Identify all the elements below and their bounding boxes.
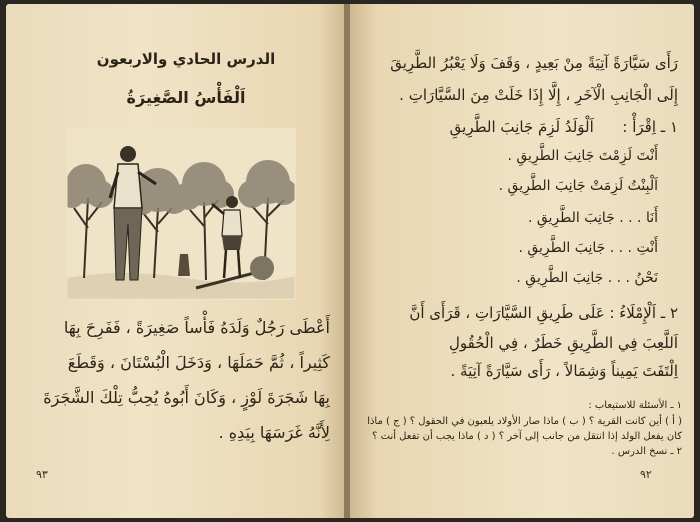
story-line: لِأَنَّهُ غَرَسَهَا بِيَدِهِ .: [218, 423, 330, 442]
exercise2-line: ٢ ـ اَلْإِمْلَاءُ : عَلَى طَرِيقِ السَّيَّارَاتِ ، قَرَأَى أَنَّ: [409, 304, 678, 322]
text-line: إِلَى الْجَانِبِ الْآخَرِ ، إِلَّا إِذَا خَلَتْ مِنَ السَّيَّارَاتِ .: [399, 86, 678, 104]
exercise1-line: أَنَا . . . جَانِبَ الطَّرِيقِ .: [527, 210, 658, 226]
left-page: [6, 4, 346, 518]
exercise2-line: اِلْتَفَتَ يَمِيناً وَشِمَالاً ، رَأَى سَيَّارَةً آتِيَةً .: [450, 362, 678, 380]
story-line: أَعْطَى رَجُلٌ وَلَدَهُ فَأْساً صَغِيرَةً ، فَفَرِحَ بِهَا: [63, 318, 330, 337]
exercise1-label: ١ ـ اِقْرَأْ :: [622, 118, 678, 136]
page-number-right: ٩٢: [640, 468, 652, 481]
question-line: ٢ ـ نسخ الدرس .: [611, 446, 682, 457]
text-line: رَأَى سَيَّارَةً آتِيَةً مِنْ بَعِيدٍ ، وَقَفَ وَلَا يَعْبُرُ الطَّرِيقَ: [390, 54, 678, 72]
question-line: كان يفعل الولد إذا انتقل من جانب إلى آخر ؟ ( د ) ماذا يجب أن تفعل أنت ؟: [372, 431, 682, 442]
book-spread: [6, 4, 694, 518]
story-text: [34, 316, 330, 456]
exercise1-intro: [370, 116, 678, 138]
exercise1-head: اَلْوَلَدُ لَزِمَ جَانِبَ الطَّرِيقِ: [449, 118, 594, 136]
question-line: ( أ ) أين كانت القرية ؟ ( ب ) ماذا صار الأولاد يلعبون في الحقول ؟ ( ج ) ماذا: [367, 416, 682, 427]
exercise1-line: نَحْنُ . . . جَانِبَ الطَّرِيقِ .: [516, 270, 658, 286]
exercise1-line: اَلْبِنْتُ لَزِمَتْ جَانِبَ الطَّرِيقِ .: [498, 178, 658, 194]
lesson-title: الدرس الحادي والاربعون: [96, 50, 276, 68]
question-line: ١ ـ الأسئلة للاستيعاب :: [588, 400, 682, 411]
right-page: [350, 4, 694, 518]
story-line: كَثِيراً ، ثُمَّ حَمَلَهَا ، وَدَخَلَ الْبُسْتَانَ ، وَقَطَعَ: [67, 353, 330, 372]
orchard-illustration: [66, 128, 296, 300]
lesson-subtitle: اَلْفَأْسُ الصَّغِيرَةُ: [126, 88, 246, 107]
page-number-left: ٩٣: [36, 468, 48, 481]
story-line: بِهَا شَجَرَةَ لَوْزٍ ، وَكَانَ أَبُوهُ يُحِبُّ تِلْكَ الشَّجَرَةَ: [43, 388, 330, 407]
exercise1-line: أَنْتِ . . . جَانِبَ الطَّرِيقِ .: [518, 240, 658, 256]
exercise2-line: اَللَّعِبَ فِي الطَّرِيقِ خَطَرٌ ، فِي الْحُقُولِ: [449, 334, 678, 352]
exercise1-line: أَنْتَ لَزِمْتَ جَانِبَ الطَّرِيقِ .: [507, 148, 658, 164]
